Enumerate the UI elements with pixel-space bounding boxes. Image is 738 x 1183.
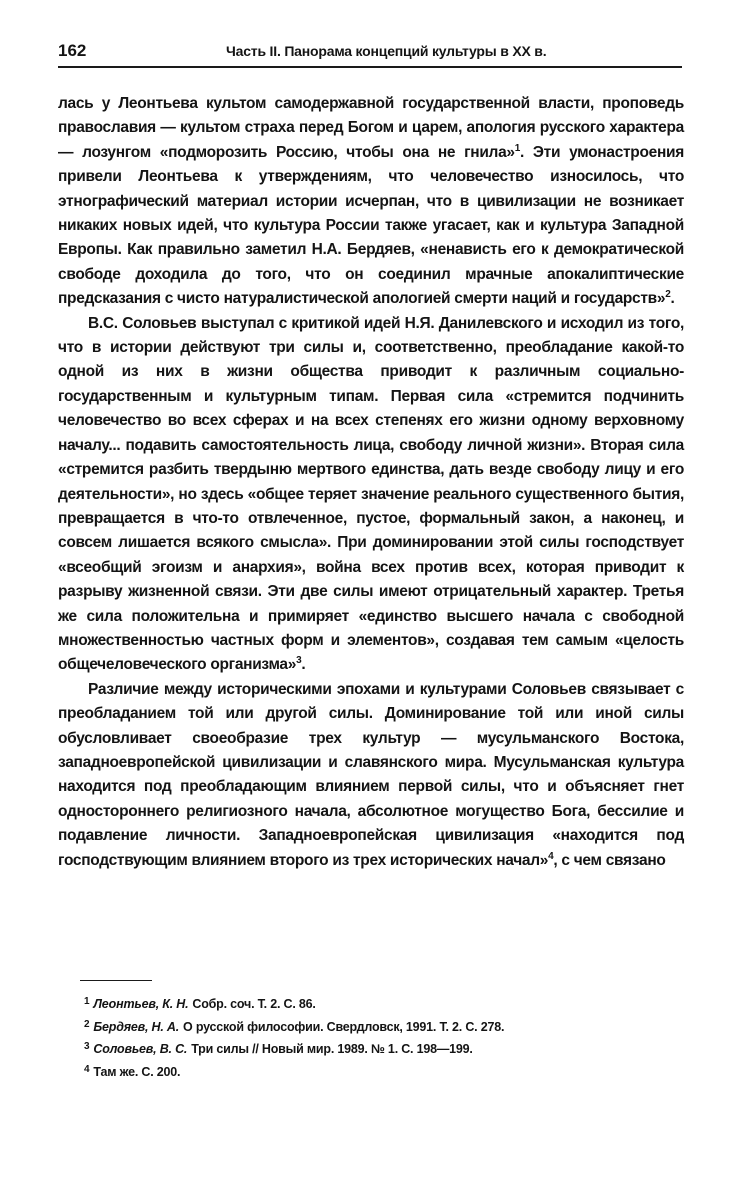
footnote-ref-3: 3 [296, 655, 302, 667]
footnotes [84, 992, 644, 1082]
footnote-4: $^4$ Там же. С. 200. [84, 1063, 181, 1079]
page-number: 162 [58, 41, 87, 60]
footnote-2: $^2$ Бердяев, Н. А. О русской философии. Свердловск, 1991. Т. 2. С. 278. [84, 1018, 505, 1034]
footnote-separator [80, 980, 152, 981]
main-text [58, 92, 684, 873]
footnote-3: $^3$ Соловьев, В. С. Три силы // Новый мир. 1989. № 1. С. 198—199. [84, 1041, 473, 1056]
footnote-1: $^1$ Леонтьев, К. Н. Собр. соч. Т. 2. С. 86. [84, 996, 316, 1011]
paragraph-2: В.С. Соловьев выступал с критикой идей Н.Я. Данилевского и исходил из того, что в истории действуют три силы и, соответственно, преобладание какой-то одной из них в жизни общества приводит к различным социально-государственным и культурным типам. Первая сила «стремится подчинить человечество во всех сферах и на всех степенях его жизни одному верховному началу... подавить самостоятельность лица, свободу личной жизни». Вторая сила «стремится разбить твердыню мертвого единства, дать везде свободу лицу и его деятельности», но здесь «общее теряет значение реального существенного бытия, превращается в что-то отвлеченное, пустое, формальный закон, а наконец, и совсем лишается всякого смысла». При доминировании этой силы господствует «всеобщий эгоизм и анархия», война всех против всех, которая приводит к разрыву жизненной связи. Эти две силы имеют отрицательный характер. Третья же сила положительна и примиряет «единство высшего начала с свободной множественностью частных форм и элементов», создавая тем самым «целость общечеловеческого организма»$^3$. [58, 314, 684, 674]
footnote-ref-1: 1 [514, 142, 521, 154]
page-header [58, 40, 682, 68]
running-head: Часть II. Панорама концепций культуры в XX в. [226, 43, 547, 59]
paragraph-3: Различие между историческими эпохами и культурами Соловьев связывает с преобладанием той или другой силы. Доминирование той или иной силы обусловливает своеобразие трех культур — мусульманского Востока, западноевропейской цивилизации и славянского мира. Мусульманская культура находится под преобладающим влиянием первой силы, что и объясняет гнет одностороннего религиозного начала, абсолютное могущество Бога, бессилие и подавление личности. Западноевропейская цивилизация «находится под господствующим влиянием второго из трех исторических начал»$^4$, с чем связано [58, 680, 684, 869]
footnote-ref-2: 2 [665, 289, 671, 301]
footnote-ref-4: 4 [548, 850, 554, 862]
paragraph-1: лась у Леонтьева культом самодержавной государственной власти, проповедь православия — культом страха перед Богом и царем, апология русского характера — лозунгом «подморозить Россию, чтобы она не гнила»$^1$. Эти умонастроения привели Леонтьева к утверждениям, что человечество износилось, что этнографический материал истории исчерпан, что в цивилизации не возникает никаких новых идей, что культура России также угасает, как и культура Западной Европы. Как правильно заметил Н.А. Бердяев, «ненависть его к демократической свободе доходила до того, что он соединил мрачные апокалиптические предсказания с чисто натуралистической апологией смерти наций и государств»$^2$. [58, 95, 684, 308]
